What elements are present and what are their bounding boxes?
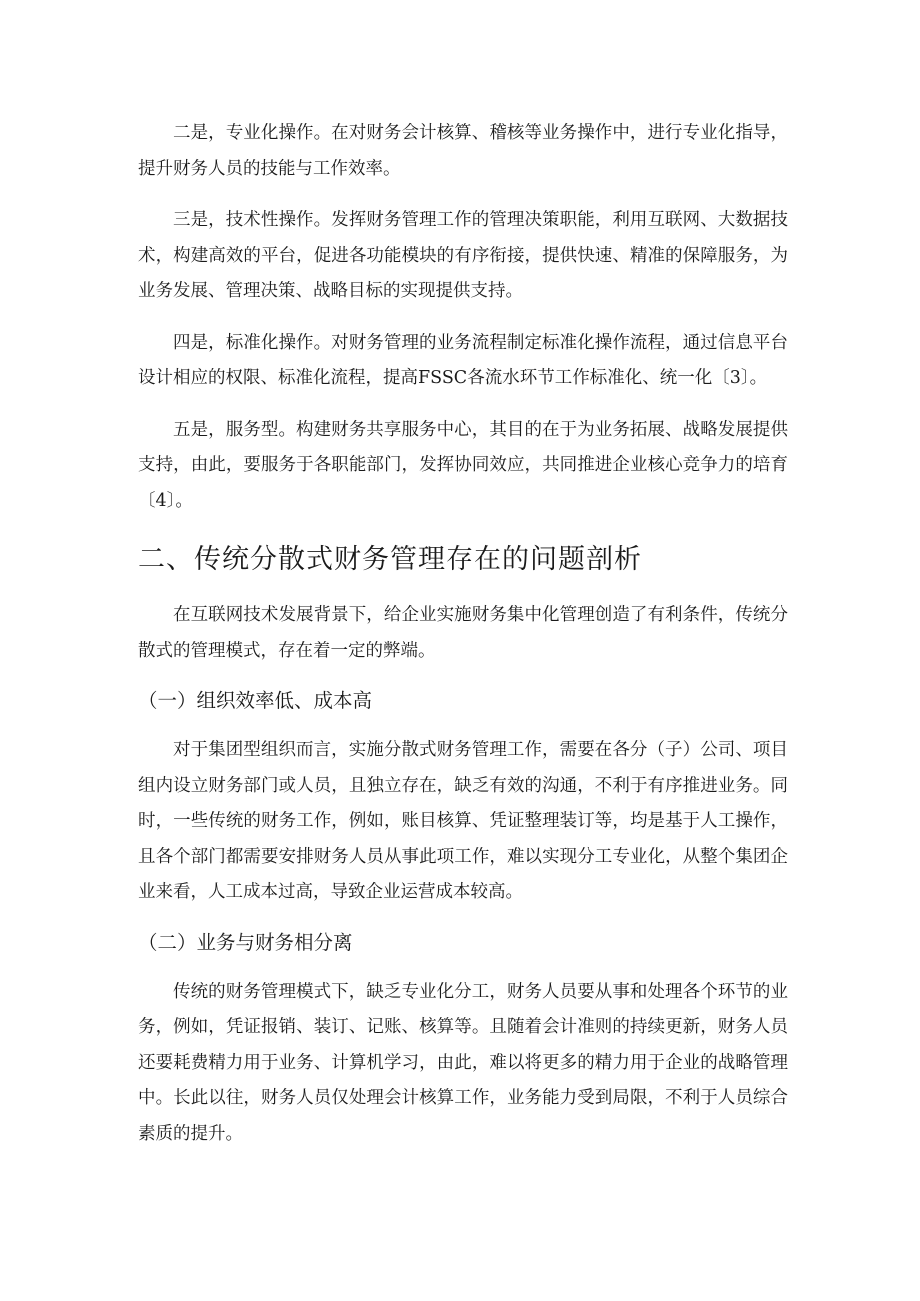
subsection-1-paragraph: 对于集团型组织而言，实施分散式财务管理工作，需要在各分（子）公司、项目组内设立财务部门或人员，且独立存在，缺乏有效的沟通，不利于有序推进业务。同时，一些传统的财务工作，例如，账目核算、凭证整理装订等，均是基于人工操作，且各个部门都需要安排财务人员从事此项工作，难以实现分工专业化，从整个集团企业来看，人工成本过高，导致企业运营成本较高。: [138, 740, 788, 902]
paragraph-service-type: 五是，服务型。构建财务共享服务中心，其目的在于为业务拓展、战略发展提供支持，由此，要服务于各职能部门，发挥协同效应，共同推进企业核心竞争力的培育〔4〕。: [138, 419, 788, 511]
section-intro-paragraph: 在互联网技术发展背景下，给企业实施财务集中化管理创造了有利条件，传统分散式的管理模式，存在着一定的弊端。: [138, 605, 788, 661]
document-page: [138, 116, 788, 1152]
paragraph-standardized-operation: 四是，标准化操作。对财务管理的业务流程制定标准化操作流程，通过信息平台设计相应的权限、标准化流程，提高FSSC各流水环节工作标准化、统一化〔3〕。: [138, 332, 788, 388]
paragraph-technical-operation: 三是，技术性操作。发挥财务管理工作的管理决策职能，利用互联网、大数据技术，构建高效的平台，促进各功能模块的有序衔接，提供快速、精准的保障服务，为业务发展、管理决策、战略目标的实现提供支持。: [138, 210, 788, 301]
subsection-heading-2: （二）业务与财务相分离: [138, 930, 353, 954]
subsection-heading-1: （一）组织效率低、成本高: [138, 689, 373, 712]
section-heading: 二、传统分散式财务管理存在的问题剖析: [138, 544, 642, 575]
subsection-2-paragraph: 传统的财务管理模式下，缺乏专业化分工，财务人员要从事和处理各个环节的业务，例如，凭证报销、装订、记账、核算等。且随着会计准则的持续更新，财务人员还要耗费精力用于业务、计算机学习，由此，难以将更多的精力用于企业的战略管理中。长此以往，财务人员仅处理会计核算工作，业务能力受到局限，不利于人员综合素质的提升。: [138, 981, 788, 1144]
paragraph-specialized-operation: 二是，专业化操作。在对财务会计核算、稽核等业务操作中，进行专业化指导，提升财务人员的技能与工作效率。: [138, 123, 788, 179]
